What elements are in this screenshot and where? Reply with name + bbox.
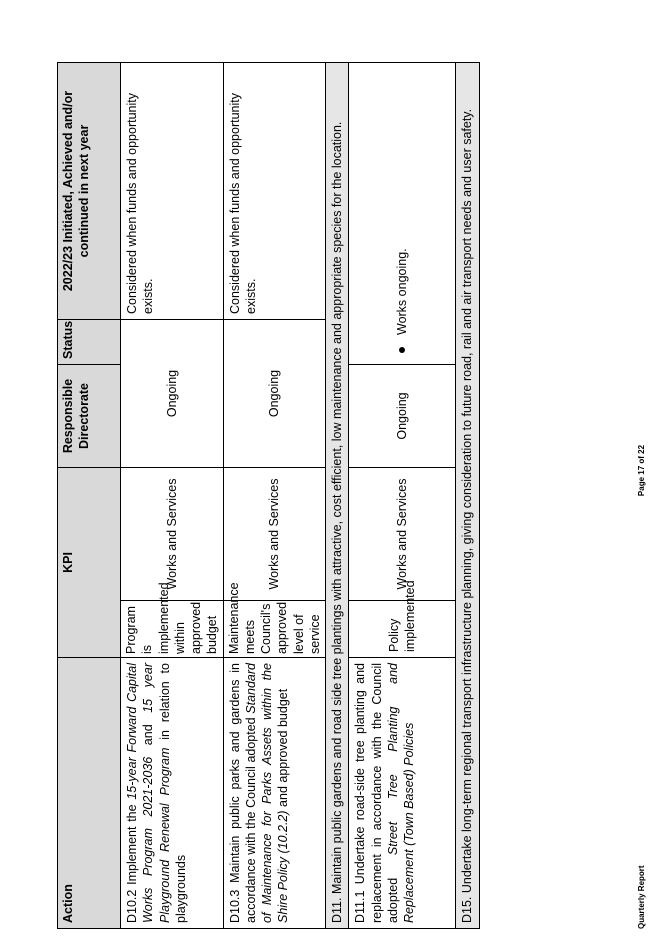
- kpi-cell: Program is implemented within approved budget: [121, 601, 224, 658]
- status-cell: Ongoing: [223, 320, 326, 468]
- action-cell: [121, 658, 224, 929]
- table-row: [223, 63, 326, 929]
- action-text: and approved budget: [276, 688, 291, 811]
- table-row: [349, 63, 456, 929]
- responsible-cell: Works and Services: [349, 468, 456, 601]
- action-text: in relation to playgrounds: [157, 663, 188, 923]
- comment-cell: [349, 63, 456, 365]
- action-cell: [349, 658, 456, 929]
- header-status: Status: [58, 320, 121, 365]
- header-year: 2022/23 Initiated, Achieved and/or continued in next year: [58, 63, 121, 320]
- action-text: D10.3 Maintain public parks and gardens in accordance with the Council adopted: [227, 663, 258, 923]
- action-text: D11.1 Undertake road-side tree planting and replacement in accordance with the Council adopted: [353, 663, 400, 923]
- action-text: and: [141, 712, 156, 757]
- responsible-cell: Works and Services: [121, 468, 224, 601]
- responsible-cell: Works and Services: [223, 468, 326, 601]
- footer-report-title: Quarterly Report: [637, 865, 646, 929]
- comment-text: Works ongoing.: [395, 248, 410, 335]
- header-action: Action: [58, 658, 121, 929]
- action-text: D10.2 Implement the: [125, 799, 139, 923]
- action-italic-text: Standard of Maintenance for Parks Assets within the Shire Policy (10.2.2): [243, 663, 291, 923]
- status-cell: Ongoing: [349, 365, 456, 468]
- status-cell: Ongoing: [121, 320, 224, 468]
- kpi-cell: Policy implemented: [349, 601, 456, 658]
- section-d15-text: D15. Undertake long-term regional transport infrastructure planning, giving consideration to future road, rail and air transport needs and user safety.: [456, 63, 479, 929]
- section-row-d15: [456, 63, 479, 929]
- comment-cell: Considered when funds and opportunity exists.: [223, 63, 326, 320]
- action-italic-text: 15 year Playground Renewal Program: [141, 663, 172, 923]
- comment-cell: Considered when funds and opportunity exists.: [121, 63, 224, 320]
- table-row: [121, 63, 224, 929]
- kpi-cell: Maintenance meets Council's approved level of service: [223, 601, 326, 658]
- section-d11-text: D11. Maintain public gardens and road side tree plantings with attractive, cost efficient, low maintenance and appropriate species for the location.: [326, 63, 349, 929]
- table-header-row: [58, 63, 121, 929]
- action-italic-text: 15-year Forward Capital Works Program 2021-2036: [125, 663, 156, 923]
- section-row-d11: [326, 63, 349, 929]
- footer-page-number: Page 17 of 22: [637, 444, 646, 497]
- bullet-icon: [399, 347, 405, 353]
- header-responsible: Responsible Directorate: [58, 365, 121, 468]
- action-italic-text: Street Tree Planting and Replacement (Town Based) Policies: [385, 663, 416, 923]
- header-kpi: KPI: [58, 468, 121, 658]
- action-plan-table: [57, 62, 480, 929]
- action-cell: [223, 658, 326, 929]
